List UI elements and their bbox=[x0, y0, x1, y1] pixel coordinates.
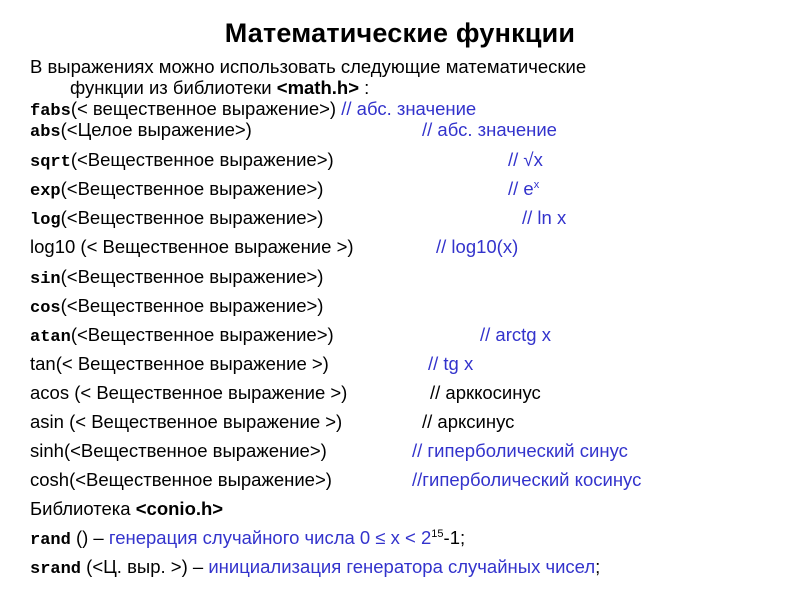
function-args: (<Вещественное выражение>) bbox=[70, 324, 334, 345]
function-name: sin bbox=[30, 270, 61, 289]
function-row-cosh bbox=[30, 469, 332, 491]
function-row-acos bbox=[30, 382, 347, 404]
intro-text: функции из библиотеки bbox=[70, 77, 277, 98]
function-comment: // абс. значение bbox=[336, 98, 477, 119]
function-args: (<Вещественное выражение>) bbox=[70, 149, 334, 170]
description-tail: ; bbox=[595, 556, 601, 577]
function-name: srand bbox=[30, 560, 82, 579]
function-args: (<Вещественное выражение>) bbox=[60, 207, 324, 228]
conio-library-name: <conio.h> bbox=[135, 498, 224, 519]
function-comment: // tg x bbox=[428, 353, 474, 374]
comment-base: // e bbox=[508, 178, 534, 199]
function-comment bbox=[508, 178, 539, 200]
function-name: sqrt bbox=[30, 153, 71, 172]
function-args: (<Целое выражение>) bbox=[60, 119, 252, 140]
function-name: rand bbox=[30, 531, 71, 550]
function-name: cosh bbox=[30, 469, 70, 490]
function-name: asin bbox=[30, 411, 64, 432]
function-args: () bbox=[70, 527, 94, 548]
function-description: инициализация генератора случайных чисел bbox=[208, 556, 596, 577]
function-args: (< Вещественное выражение >) bbox=[55, 353, 329, 374]
function-args: (< Вещественное выражение >) bbox=[63, 411, 343, 432]
function-row-log10 bbox=[30, 236, 354, 258]
function-row-atan bbox=[30, 324, 334, 349]
function-row-asin bbox=[30, 411, 342, 433]
function-name: cos bbox=[30, 299, 61, 318]
function-description: генерация случайного числа 0 ≤ x < 2 bbox=[108, 527, 432, 548]
function-row-sin bbox=[30, 266, 323, 291]
dash: – bbox=[192, 556, 209, 577]
function-name: acos bbox=[30, 382, 70, 403]
function-row-sinh bbox=[30, 440, 327, 462]
function-comment: // абс. значение bbox=[422, 119, 557, 140]
function-args: (<Вещественное выражение>) bbox=[60, 295, 324, 316]
function-args: (< Вещественное выражение >) bbox=[75, 236, 354, 257]
function-row-cos bbox=[30, 295, 323, 320]
function-name: atan bbox=[30, 328, 71, 347]
description-tail: -1; bbox=[443, 527, 466, 548]
function-row-exp bbox=[30, 178, 323, 203]
function-row-tan bbox=[30, 353, 329, 375]
function-comment: // гиперболический синус bbox=[412, 440, 628, 461]
function-name: log bbox=[30, 211, 61, 230]
function-args: (<Вещественное выражение>) bbox=[63, 440, 327, 461]
function-row-rand bbox=[30, 527, 465, 552]
function-args: (<Вещественное выражение>) bbox=[60, 178, 324, 199]
intro-line-1: В выражениях можно использовать следующие математические bbox=[30, 56, 587, 77]
intro-line-2 bbox=[70, 78, 369, 98]
comment-superscript: x bbox=[533, 179, 540, 191]
intro-colon: : bbox=[359, 77, 370, 98]
exponent: 15 bbox=[431, 528, 444, 540]
function-name: fabs bbox=[30, 102, 71, 121]
function-row-sqrt bbox=[30, 149, 334, 174]
function-row-log bbox=[30, 207, 323, 232]
function-args: (< Вещественное выражение >) bbox=[69, 382, 348, 403]
function-name: tan bbox=[30, 353, 56, 374]
function-comment: // log10(x) bbox=[436, 236, 519, 257]
function-comment: // арккосинус bbox=[430, 382, 541, 403]
page-title: Математические функции bbox=[224, 18, 576, 48]
function-name: sinh bbox=[30, 440, 64, 461]
function-comment: // arctg x bbox=[480, 324, 551, 345]
function-comment: // ln x bbox=[522, 207, 567, 228]
math-library-name: <math.h> bbox=[276, 77, 360, 98]
function-args: (<Вещественное выражение>) bbox=[60, 266, 324, 287]
function-comment: // √x bbox=[508, 149, 543, 170]
function-args: (<Вещественное выражение>) bbox=[69, 469, 332, 490]
conio-label: Библиотека bbox=[30, 498, 136, 519]
function-row-srand bbox=[30, 556, 600, 581]
function-args: (< вещественное выражение>) bbox=[70, 98, 337, 119]
function-name: exp bbox=[30, 182, 61, 201]
function-row-abs bbox=[30, 119, 252, 144]
conio-library-line bbox=[30, 498, 223, 520]
function-name: log10 bbox=[30, 236, 76, 257]
dash: – bbox=[93, 527, 109, 548]
function-comment: // арксинус bbox=[422, 411, 515, 432]
function-comment: //гиперболический косинус bbox=[412, 469, 642, 490]
function-args: (<Ц. выр. >) bbox=[81, 556, 193, 577]
function-name: abs bbox=[30, 123, 61, 142]
